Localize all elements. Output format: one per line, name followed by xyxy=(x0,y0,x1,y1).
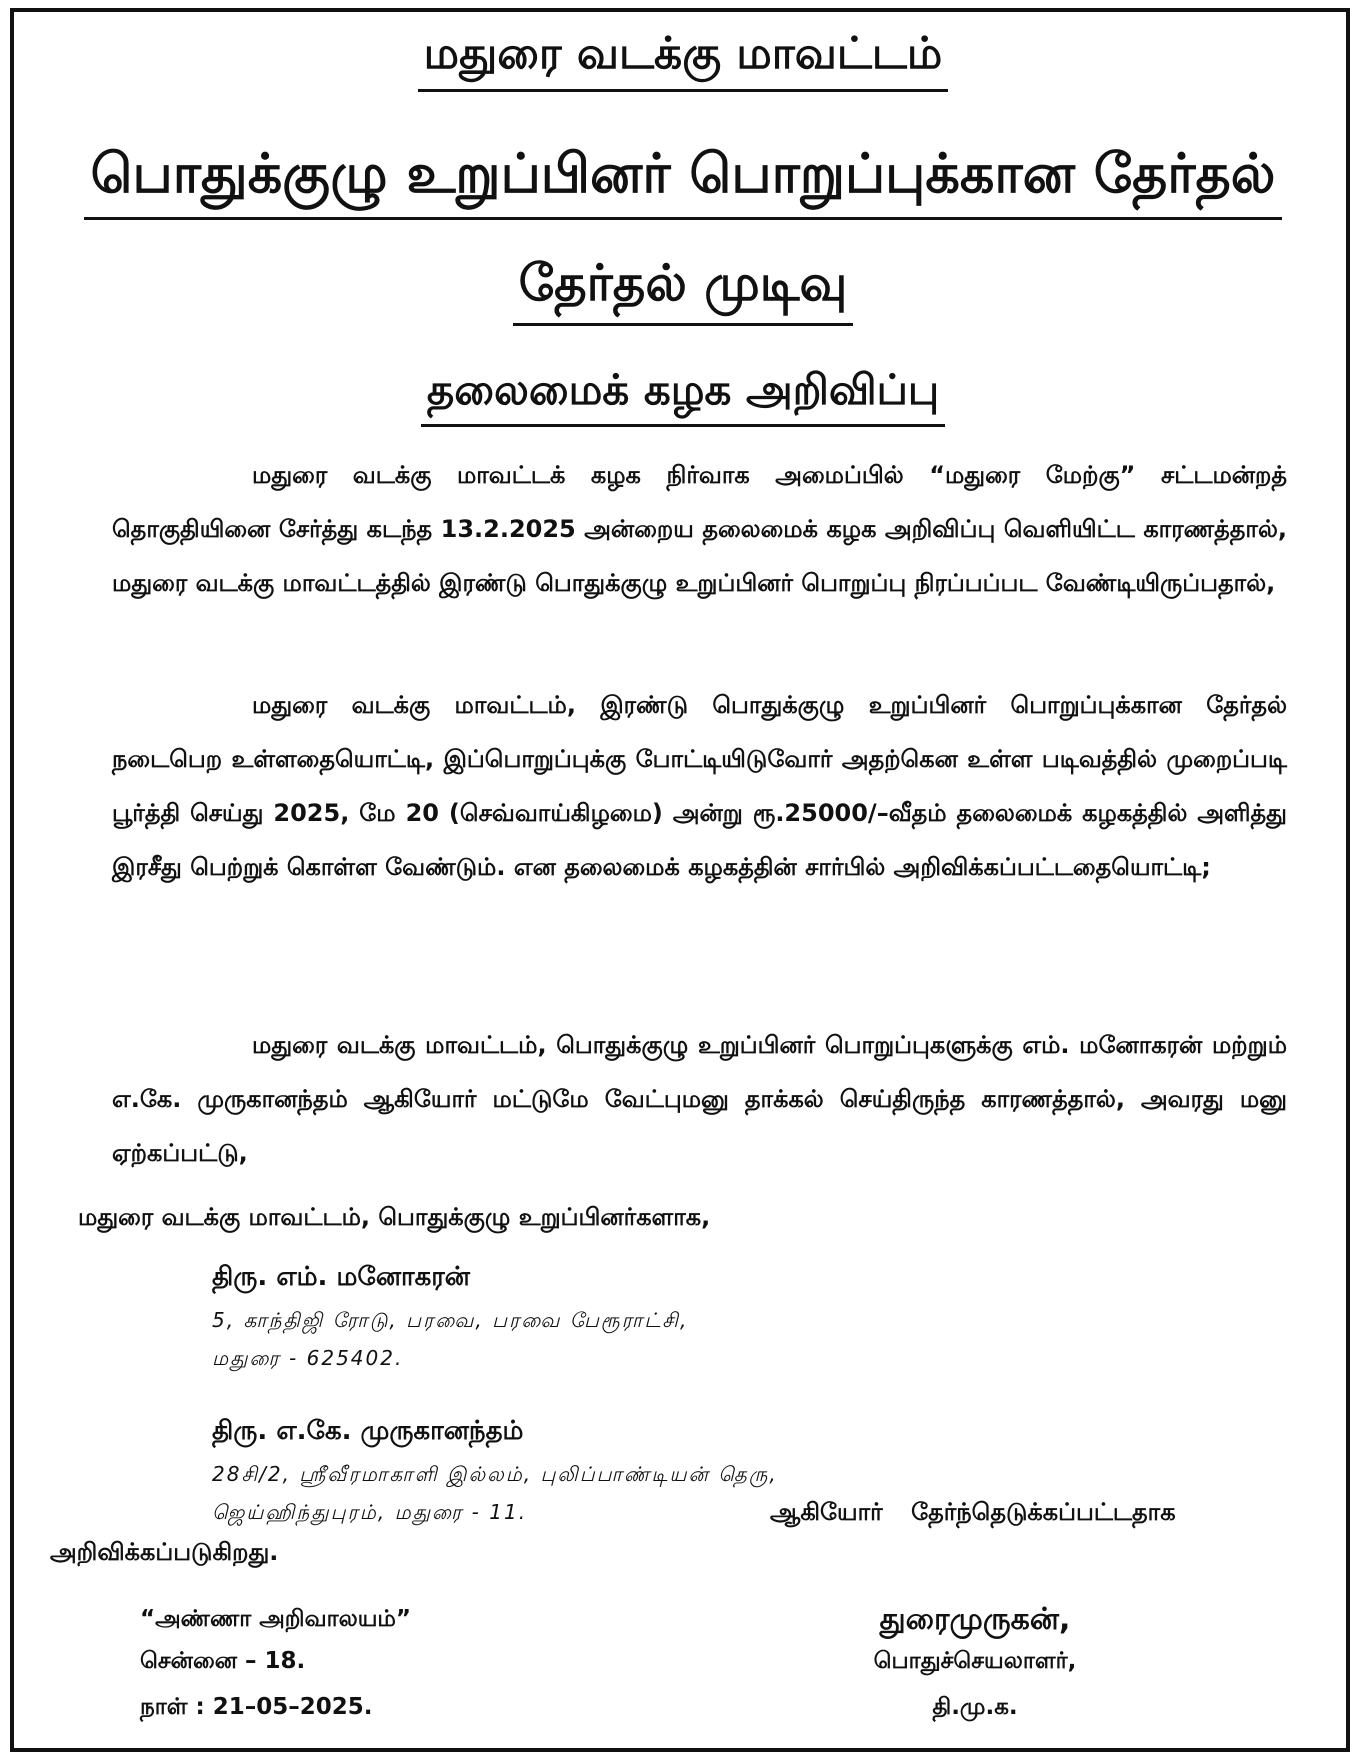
body-paragraph-1: மதுரை வடக்கு மாவட்டக் கழக நிர்வாக அமைப்பில் “மதுரை மேற்கு” சட்டமன்றத் தொகுதியினை சேர்த்து கடந்த 13.2.2025 அன்றைய தலைமைக் கழக அறிவிப்பு வெளியிட்ட காரணத்தால், மதுரை வடக்கு மாவட்டத்தில் இரண்டு பொதுக்குழு உறுப்பினர் பொறுப்பு நிரப்பப்பட வேண்டியிருப்பதால், xyxy=(112,461,1287,597)
candidate-1-address-line1: 5, காந்திஜி ரோடு, பரவை, பரவை பேரூராட்சி, xyxy=(212,1308,689,1332)
footer-date: நாள் : 21–05–2025. xyxy=(140,1694,373,1720)
closing-text: அறிவிக்கப்படுகிறது. xyxy=(50,1538,279,1566)
party-name: தி.மு.க. xyxy=(932,1694,1018,1720)
body-paragraph-2: மதுரை வடக்கு மாவட்டம், இரண்டு பொதுக்குழு உறுப்பினர் பொறுப்புக்கான தேர்தல் நடைபெற உள்ளதையொட்டி, இப்பொறுப்புக்கு போட்டியிடுவோர் அதற்கென உள்ள படிவத்தில் முறைப்படி பூர்த்தி செய்து 2025, மே 20 (செவ்வாய்கிழமை) அன்று ரூ.25000/–வீதம் தலைமைக் கழகத்தில் அளித்து இரசீது பெற்றுக் கொள்ள வேண்டும். என தலைமைக் கழகத்தின் சார்பில் அறிவிக்கப்பட்டதையொட்டி; xyxy=(112,691,1287,881)
body-paragraph-3: மதுரை வடக்கு மாவட்டம், பொதுக்குழு உறுப்பினர் பொறுப்புகளுக்கு எம். மனோகரன் மற்றும் எ.கே. முருகானந்தம் ஆகியோர் மட்டுமே வேட்புமனு தாக்கல் செய்திருந்த காரணத்தால், அவரது மனு ஏற்கப்பட்டு, xyxy=(112,1031,1287,1167)
election-heading: பொதுக்குழு உறுப்பினர் பொறுப்புக்கான தேர்தல் xyxy=(0,142,1366,220)
district-heading: மதுரை வடக்கு மாவட்டம் xyxy=(0,28,1366,92)
body-paragraph-4: மதுரை வடக்கு மாவட்டம், பொதுக்குழு உறுப்பினர்களாக, xyxy=(78,1203,711,1231)
candidate-1-name: திரு. எம். மனோகரன் xyxy=(212,1262,470,1292)
candidate-2-address-line2: ஜெய்ஹிந்துபுரம், மதுரை - 11. xyxy=(212,1500,528,1524)
footer-place: “அண்ணா அறிவாலயம்” xyxy=(140,1606,412,1632)
footer-city: சென்னை – 18. xyxy=(140,1648,306,1674)
result-heading: தேர்தல் முடிவு xyxy=(0,254,1366,326)
candidate-1-address-line2: மதுரை - 625402. xyxy=(212,1346,404,1370)
elected-statement: ஆகியோர் தேர்ந்தெடுக்கப்பட்டதாக xyxy=(770,1498,1176,1526)
signatory-designation: பொதுச்செயலாளர், xyxy=(873,1648,1077,1674)
signatory-name: துரைமுருகன், xyxy=(879,1602,1071,1637)
announcement-heading: தலைமைக் கழக அறிவிப்பு xyxy=(0,365,1366,427)
candidate-2-address-line1: 28சி/2, ஸ்ரீவீரமாகாளி இல்லம், புலிப்பாண்டியன் தெரு, xyxy=(212,1462,778,1486)
candidate-2-name: திரு. எ.கே. முருகானந்தம் xyxy=(212,1416,524,1446)
